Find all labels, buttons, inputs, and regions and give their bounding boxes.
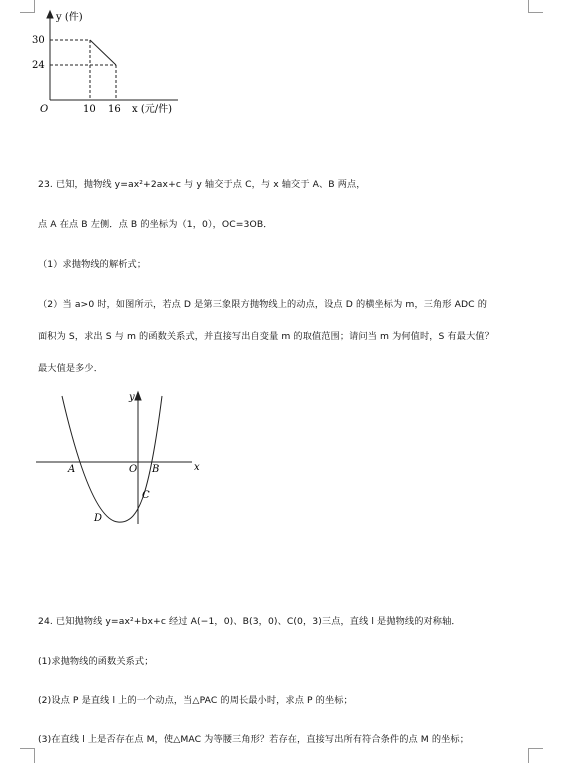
q24-part3: (3)在直线 l 上是否存在点 M，使△MAC 为等腰三角形？若存在，直接写出所有符合条件的点 M 的坐标； bbox=[38, 734, 469, 745]
label-x: x bbox=[194, 462, 200, 473]
q23-line1: 23. 已知，抛物线 y=ax²+2ax+c 与 y 轴交于点 C，与 x 轴交于 A、B 两点， bbox=[38, 179, 366, 190]
crop-mark-top-right bbox=[528, 0, 543, 13]
label-o: O bbox=[129, 464, 138, 475]
x-axis-label: x (元/件) bbox=[132, 104, 172, 115]
x-tick-16: 16 bbox=[108, 104, 121, 115]
q23-part2-c: 最大值是多少． bbox=[38, 363, 104, 374]
q24-part1: (1)求抛物线的函数关系式； bbox=[38, 656, 154, 667]
q23-part2-a: （2）当 a>0 时，如图所示，若点 D 是第三象限方抛物线上的动点，设点 D 的横坐标为 m，三角形 ADC 的 bbox=[38, 299, 487, 310]
label-y: y bbox=[129, 392, 135, 403]
q24-line1: 24. 已知抛物线 y=ax²+bx+c 经过 A(−1，0)、B(3，0)、C(0，3)三点，直线 l 是抛物线的对称轴． bbox=[38, 616, 461, 627]
q24-part2: (2)设点 P 是直线 l 上的一个动点，当△PAC 的周长最小时，求点 P 的坐标； bbox=[38, 695, 353, 706]
crop-mark-bottom-left bbox=[20, 748, 35, 763]
x-tick-10: 10 bbox=[83, 104, 96, 115]
y-axis-arrow bbox=[135, 392, 141, 400]
crop-mark-bottom-right bbox=[528, 748, 543, 763]
parabola-graph bbox=[34, 388, 204, 528]
y-tick-30: 30 bbox=[32, 35, 45, 46]
q23-part1: （1）求抛物线的解析式； bbox=[38, 259, 147, 270]
y-axis-label: y (件) bbox=[56, 12, 83, 23]
graph-segment-decline bbox=[90, 40, 116, 65]
origin-label: O bbox=[40, 104, 49, 115]
label-d: D bbox=[94, 513, 103, 524]
q23-line2: 点 A 在点 B 左侧．点 B 的坐标为（1，0），OC=3OB． bbox=[38, 219, 273, 230]
label-c: C bbox=[142, 490, 150, 501]
price-quantity-graph bbox=[28, 8, 188, 118]
y-tick-24: 24 bbox=[32, 60, 45, 71]
label-a: A bbox=[68, 464, 76, 475]
q23-part2-b: 面积为 S，求出 S 与 m 的函数关系式，并直接写出自变量 m 的取值范围；请问当 m 为何值时，S 有最大值？ bbox=[38, 331, 494, 342]
y-axis-arrow bbox=[47, 11, 53, 18]
parabola-curve bbox=[62, 396, 162, 522]
label-b: B bbox=[152, 464, 160, 475]
